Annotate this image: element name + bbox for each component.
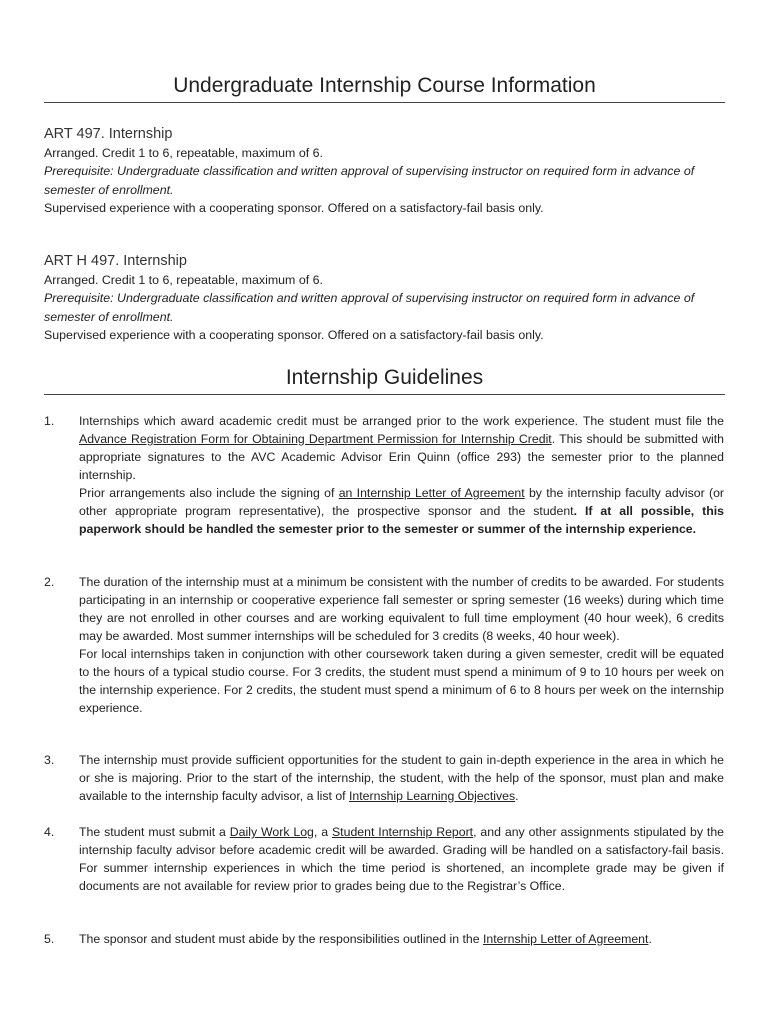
daily-work-log-link[interactable]: Daily Work Log bbox=[229, 825, 314, 839]
guideline-number: 2. bbox=[44, 575, 55, 589]
guideline-text: by the internship faculty advisor (or other appropriate program representative), the prospective sponsor and the student bbox=[79, 486, 725, 518]
guideline-paragraph: The duration of the internship must at a minimum be consistent with the number of credits to be awarded. For students participating in an internship or cooperative experience fall semester or spring semester (16 weeks) during which time they are not enrolled in other courses and are working equivalent to full time employment (40 hour week), 6 credits may be awarded. Most summer internships will be scheduled for 3 credits (8 weeks, 40 hour week). bbox=[79, 575, 724, 643]
guideline-paragraph bbox=[79, 412, 724, 484]
guideline-item-4 bbox=[44, 823, 724, 895]
course-name: ART 497. Internship bbox=[44, 126, 173, 142]
guideline-text: Prior arrangements also include the signing of bbox=[79, 486, 339, 500]
guideline-number: 3. bbox=[44, 753, 55, 767]
guideline-paragraph bbox=[79, 930, 724, 948]
guideline-item-2 bbox=[44, 573, 724, 717]
guideline-text: , a bbox=[313, 825, 332, 839]
guideline-number: 4. bbox=[44, 825, 55, 839]
course-description: Supervised experience with a cooperating sponsor. Offered on a satisfactory-fail basis only. bbox=[44, 200, 544, 215]
course-prerequisite: Prerequisite: Undergraduate classification and written approval of supervising instructor on required form in advance of semester of enrollment. bbox=[44, 291, 695, 324]
guideline-number: 1. bbox=[44, 414, 55, 428]
guideline-item-3 bbox=[44, 751, 724, 805]
internship-learning-objectives-link[interactable]: Internship Learning Objectives bbox=[349, 789, 516, 803]
course-name: ART H 497. Internship bbox=[44, 253, 187, 269]
student-internship-report-link[interactable]: Student Internship Report bbox=[331, 825, 474, 839]
course-credits: Arranged. Credit 1 to 6, repeatable, maximum of 6. bbox=[44, 146, 323, 160]
guideline-text: The student must submit a bbox=[79, 825, 230, 839]
guideline-paragraph bbox=[79, 751, 724, 805]
internship-letter-of-agreement-link[interactable]: Internship Letter of Agreement bbox=[483, 932, 649, 946]
guideline-item-5 bbox=[44, 930, 724, 948]
course-credits: Arranged. Credit 1 to 6, repeatable, maximum of 6. bbox=[44, 273, 323, 287]
guideline-bold-text: . If at all possible, this paperwork should be handled the semester prior to the semester or summer of the internship experience. bbox=[79, 504, 725, 536]
guideline-item-1 bbox=[44, 412, 724, 538]
guideline-text: . bbox=[648, 932, 652, 946]
guideline-paragraph bbox=[79, 823, 724, 895]
page-title: Undergraduate Internship Course Information bbox=[173, 74, 596, 97]
advance-registration-form-link[interactable]: Advance Registration Form for Obtaining Department Permission for Internship Credit bbox=[79, 432, 552, 446]
guideline-paragraph bbox=[79, 484, 724, 538]
section-rule bbox=[44, 394, 725, 395]
guideline-text: , and any other assignments stipulated by the internship faculty advisor before academic credit will be awarded. Grading will be handled on a satisfactory-fail basis. For summer internship experiences in which the time period is shortened, an incomplete grade may be given if documents are not available for review prior to grades being due to the Registrar’s Office. bbox=[79, 825, 724, 893]
internship-letter-of-agreement-link[interactable]: an Internship Letter of Agreement bbox=[338, 486, 525, 500]
course-block-art-497 bbox=[44, 125, 724, 217]
guideline-text: Internships which award academic credit must be arranged prior to the work experience. The student must file the bbox=[79, 414, 724, 428]
guideline-text: The sponsor and student must abide by the responsibilities outlined in the bbox=[79, 932, 483, 946]
course-prerequisite: Prerequisite: Undergraduate classification and written approval of supervising instructor on required form in advance of semester of enrollment. bbox=[44, 164, 695, 197]
course-block-art-h-497 bbox=[44, 252, 724, 344]
guideline-text: The internship must provide sufficient opportunities for the student to gain in-depth experience in the area in which he or she is majoring. Prior to the start of the internship, the student, with the help of the sponsor, must plan and make available to the internship faculty advisor, a list of bbox=[79, 753, 724, 803]
guideline-number: 5. bbox=[44, 932, 55, 946]
title-rule bbox=[44, 102, 725, 103]
section-title: Internship Guidelines bbox=[285, 366, 484, 389]
course-description: Supervised experience with a cooperating sponsor. Offered on a satisfactory-fail basis only. bbox=[44, 327, 544, 342]
guideline-text: . This should be submitted with appropriate signatures to the AVC Academic Advisor Erin Quinn (office 293) the semester prior to the planned internship. bbox=[79, 432, 724, 482]
guideline-paragraph: For local internships taken in conjunction with other coursework taken during a given semester, credit will be equated to the hours of a typical studio course. For 3 credits, the student must spend a minimum of 9 to 10 hours per week on the internship experience. For 2 credits, the student must spend a minimum of 6 to 8 hours per week on the internship experience. bbox=[79, 647, 724, 715]
guideline-text: . bbox=[515, 789, 519, 803]
